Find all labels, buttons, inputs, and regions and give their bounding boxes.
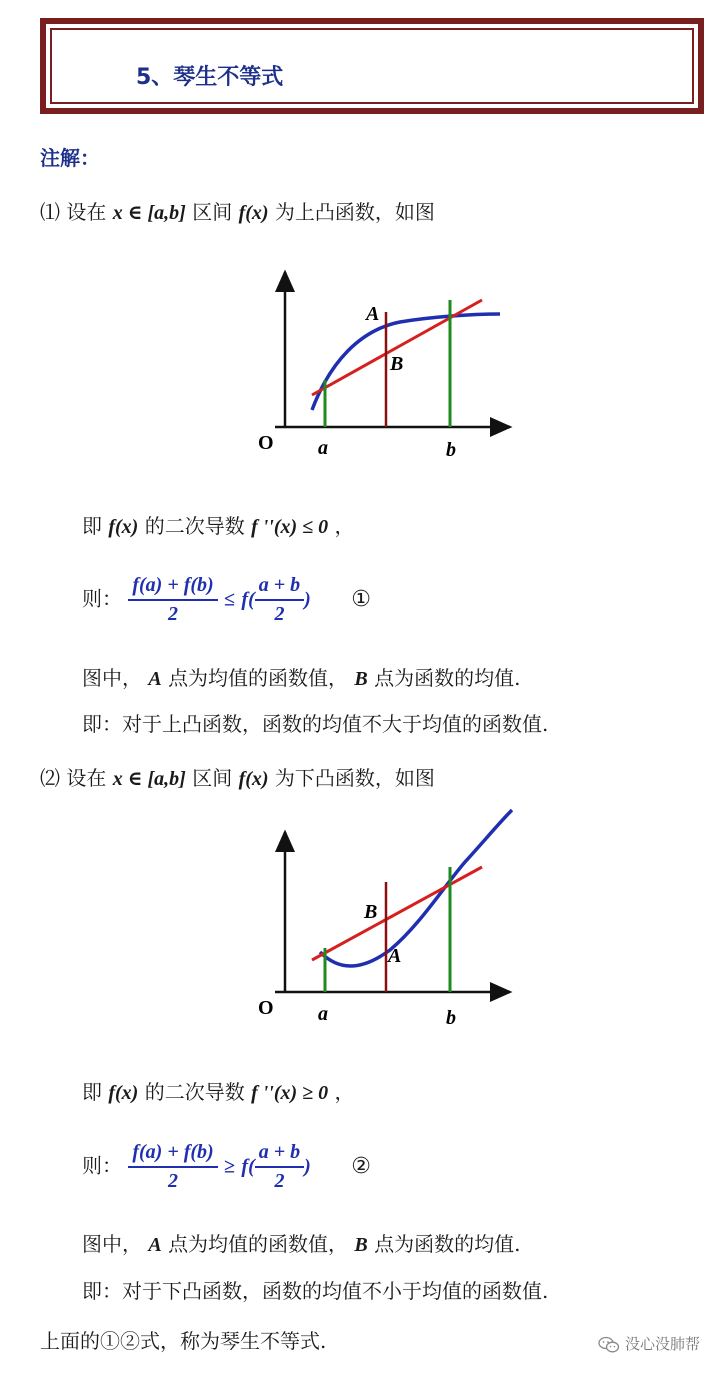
part1-text2: 区间 [192, 200, 233, 224]
formula2-rhs-close: ) [304, 1155, 311, 1178]
label-a-2: a [318, 1003, 328, 1025]
part1-derivative-text2: 的二次导数 [144, 514, 245, 538]
concave-curve [312, 314, 500, 410]
part1-function: f(x) [238, 202, 269, 224]
part2-explain1-text2: 点为均值的函数值， [168, 1232, 349, 1256]
part2-derivative-text1: 即 [82, 1080, 102, 1104]
point-A-label: A [366, 303, 380, 325]
formula1-prefix: 则： [82, 586, 122, 611]
formula2-lhs-fraction [128, 1141, 217, 1193]
part2-number: ⑵ [40, 766, 60, 790]
part1-number: ⑴ [40, 200, 60, 224]
convex-curve [320, 810, 512, 966]
formula1-mark: ① [351, 586, 371, 612]
formula2-relation: ≥ [224, 1155, 236, 1178]
formula2-lhs-den: 2 [168, 1170, 179, 1192]
part2-text1: 设在 [66, 766, 107, 790]
part1-explain1 [82, 662, 520, 691]
part1-explain1-A: A [148, 668, 162, 690]
formula1-rhs-num: a + b [255, 574, 304, 601]
formula2-rhs-fraction [255, 1141, 304, 1193]
part1-derivative-text1: 即 [82, 514, 102, 538]
part2-explain1-text1: 图中， [82, 1232, 142, 1256]
part1-derivative-text3: ， [334, 514, 355, 538]
origin-label-2: O [258, 997, 274, 1019]
formula2-prefix: 则： [82, 1153, 122, 1178]
label-b: b [446, 439, 456, 461]
formula2-mark: ② [351, 1153, 371, 1179]
wechat-icon [598, 1336, 620, 1354]
note-label: 注解： [40, 146, 100, 170]
part2-intro [40, 762, 435, 791]
part2-formula [82, 1141, 371, 1193]
part1-formula [82, 574, 371, 626]
part2-explain1-text3: 点为函数的均值. [374, 1232, 521, 1256]
part2-derivative-f: f(x) [108, 1082, 139, 1104]
watermark [598, 1333, 700, 1354]
label-b-2: b [446, 1007, 456, 1029]
part1-explain1-text2: 点为均值的函数值， [168, 666, 349, 690]
formula1-lhs-den: 2 [168, 603, 179, 625]
formula2-rhs-f: f( [241, 1155, 255, 1178]
formula1-lhs-fraction [128, 574, 217, 626]
part2-explain1-B: B [354, 1234, 368, 1256]
origin-label: O [258, 432, 274, 454]
part1-text1: 设在 [66, 200, 107, 224]
point-A-label-2: A [388, 945, 402, 967]
part1-derivative-expr: f ''(x) ≤ 0 [251, 516, 329, 538]
part2-derivative-text2: 的二次导数 [144, 1080, 245, 1104]
formula2-rhs-den: 2 [274, 1170, 285, 1192]
title-frame [50, 28, 694, 104]
part2-function: f(x) [238, 768, 269, 790]
label-a: a [318, 437, 328, 459]
part1-intro [40, 196, 435, 225]
part2-explain2: 即：对于下凸函数，函数的均值不小于均值的函数值. [82, 1279, 549, 1303]
formula1-rhs-f: f( [241, 588, 255, 611]
part2-derivative-expr: f ''(x) ≥ 0 [251, 1082, 329, 1104]
part2-text2: 区间 [192, 766, 233, 790]
part2-interval: x ∈ [a,b] [112, 768, 186, 790]
page-title: 5、琴生不等式 [136, 65, 284, 90]
part1-explain1-text3: 点为函数的均值. [374, 666, 521, 690]
formula1-relation: ≤ [224, 588, 236, 611]
part2-derivative-text3: ， [334, 1080, 355, 1104]
secant-line [312, 300, 482, 395]
concave-graph [250, 262, 530, 472]
part1-explain1-text1: 图中， [82, 666, 142, 690]
conclusion: 上面的①②式，称为琴生不等式. [40, 1329, 327, 1353]
formula1-rhs-den: 2 [274, 603, 285, 625]
convex-graph [250, 800, 530, 1035]
title-banner [40, 18, 704, 114]
part2-text3: 为下凸函数，如图 [274, 766, 435, 790]
formula1-rhs-close: ) [304, 588, 311, 611]
part1-explain2: 即：对于上凸函数，函数的均值不大于均值的函数值. [82, 712, 549, 736]
part1-derivative-f: f(x) [108, 516, 139, 538]
formula1-rhs-fraction [255, 574, 304, 626]
watermark-text: 没心没肺帮 [624, 1335, 700, 1353]
part1-text3: 为上凸函数，如图 [274, 200, 435, 224]
part2-explain1 [82, 1228, 520, 1257]
part1-explain1-B: B [354, 668, 368, 690]
part1-derivative [82, 510, 355, 539]
formula2-rhs-num: a + b [255, 1141, 304, 1168]
part2-explain1-A: A [148, 1234, 162, 1256]
part2-derivative [82, 1076, 355, 1105]
part1-interval: x ∈ [a,b] [112, 202, 186, 224]
point-B-label: B [390, 353, 404, 375]
point-B-label-2: B [364, 901, 378, 923]
formula1-lhs-num: f(a) + f(b) [128, 574, 217, 601]
formula2-lhs-num: f(a) + f(b) [128, 1141, 217, 1168]
